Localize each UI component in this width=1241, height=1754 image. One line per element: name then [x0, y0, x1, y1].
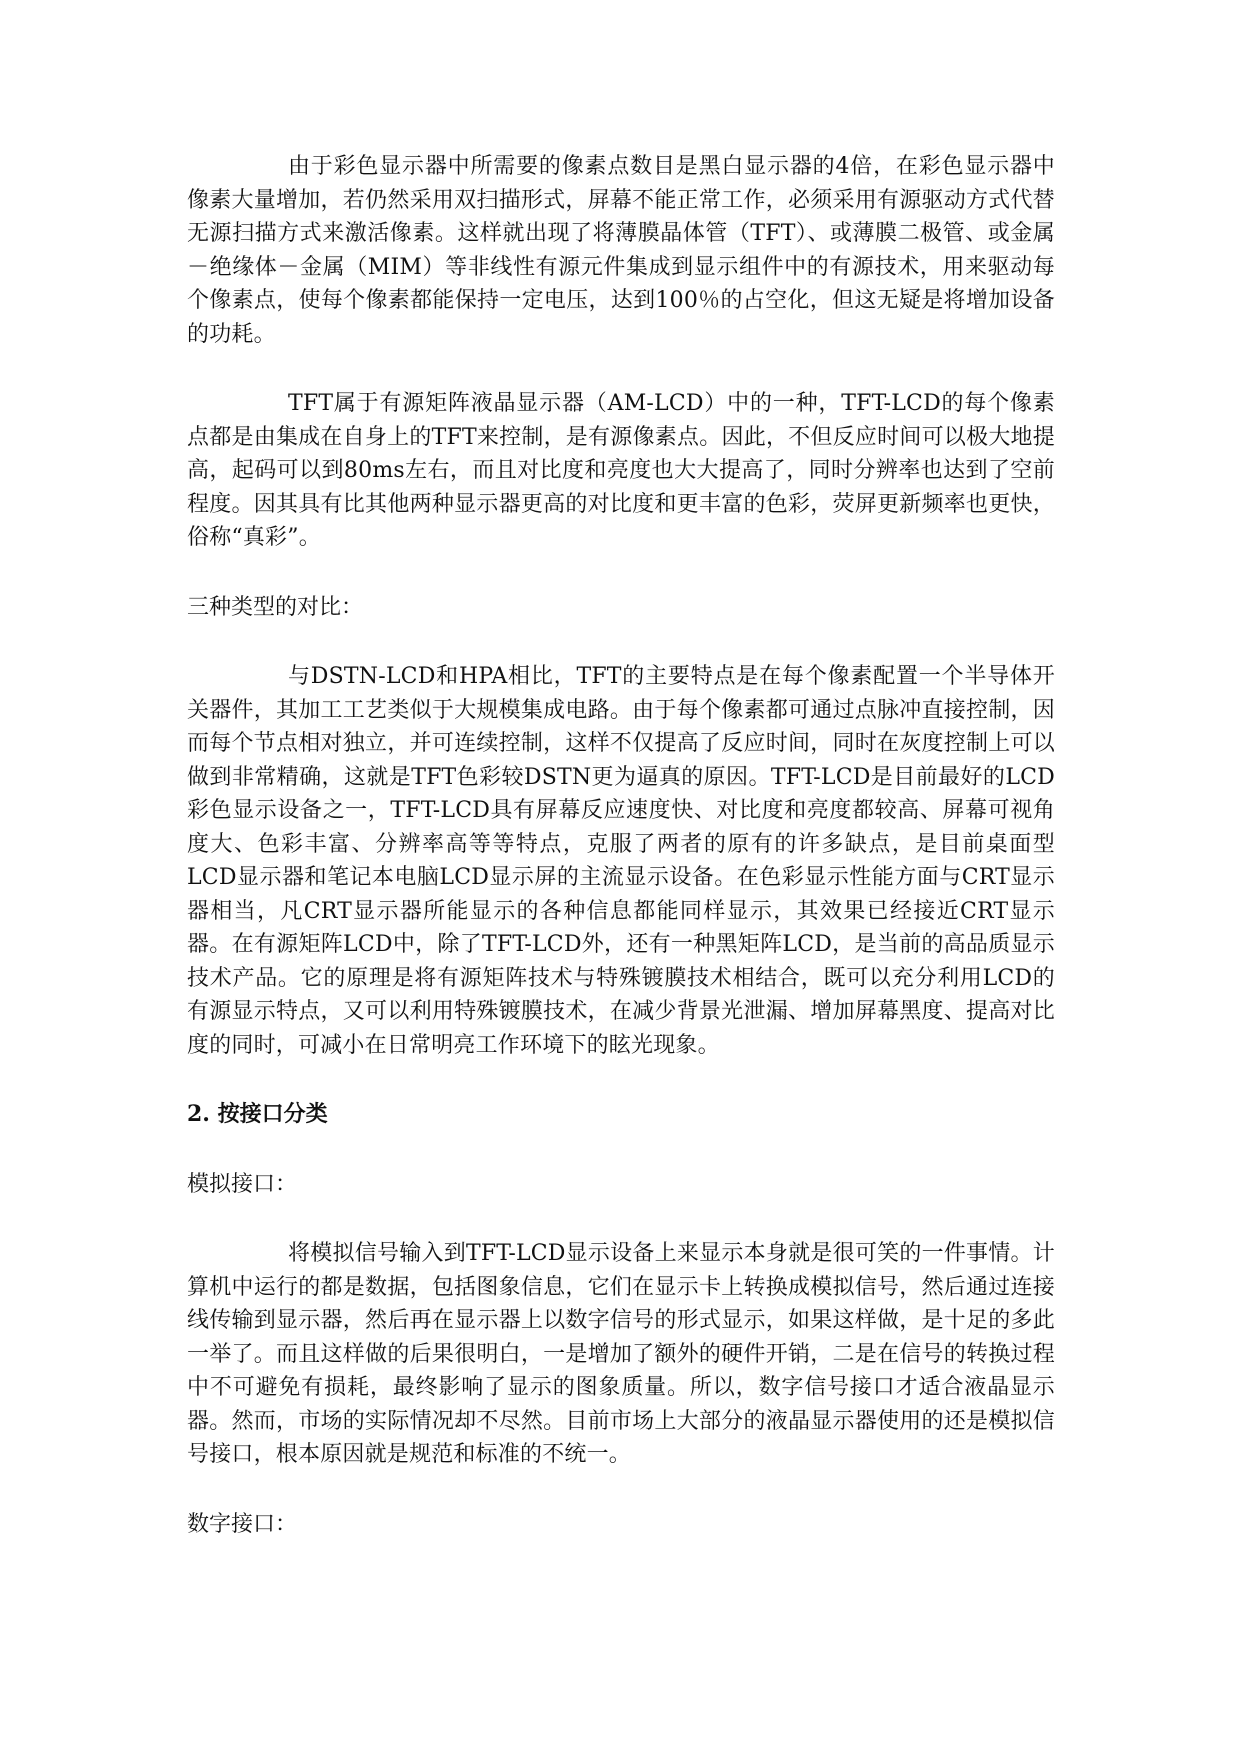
paragraph-tft-features: 与DSTN-LCD和HPA相比，TFT的主要特点是在每个像素配置一个半导体开关器件，其加工工艺类似于大规模集成电路。由于每个像素都可通过点脉冲直接控制，因而每个节点相对独立，并可连续控制，这样不仅提高了反应时间，同时在灰度控制上可以做到非常精确，这就是TFT色彩较DSTN更为逼真的原因。TFT-LCD是目前最好的LCD彩色显示设备之一，TFT-LCD具有屏幕反应速度快、对比度和亮度都较高、屏幕可视角度大、色彩丰富、分辨率高等等特点，克服了两者的原有的许多缺点，是目前桌面型LCD显示器和笔记本电脑LCD显示屏的主流显示设备。在色彩显示性能方面与CRT显示器相当，凡CRT显示器所能显示的各种信息都能同样显示，其效果已经接近CRT显示器。在有源矩阵LCD中，除了TFT-LCD外，还有一种黑矩阵LCD，是当前的高品质显示技术产品。它的原理是将有源矩阵技术与特殊镀膜技术相结合，既可以充分利用LCD的有源显示特点，又可以利用特殊镀膜技术，在减少背景光泄漏、增加屏幕黑度、提高对比度的同时，可减小在日常明亮工作环境下的眩光现象。: [187, 664, 1055, 1058]
label-analog-interface: 模拟接口：: [187, 1171, 298, 1197]
section-heading-interface: 2. 按接口分类: [187, 1101, 328, 1127]
paragraph-analog-interface: 将模拟信号输入到TFT-LCD显示设备上来显示本身就是很可笑的一件事情。计算机中运行的都是数据，包括图象信息，它们在显示卡上转换成模拟信号，然后通过连接线传输到显示器，然后再在显示器上以数字信号的形式显示，如果这样做，是十足的多此一举了。而且这样做的后果很明白，一是增加了额外的硬件开销，二是在信号的转换过程中不可避免有损耗，最终影响了显示的图象质量。所以，数字信号接口才适合液晶显示器。然而，市场的实际情况却不尽然。目前市场上大部分的液晶显示器使用的还是模拟信号接口，根本原因就是规范和标准的不统一。: [187, 1241, 1055, 1467]
document-page: [187, 150, 1055, 1541]
label-three-types-comparison: 三种类型的对比：: [187, 594, 364, 620]
paragraph-color-pixels: 由于彩色显示器中所需要的像素点数目是黑白显示器的4倍，在彩色显示器中像素大量增加，若仍然采用双扫描形式，屏幕不能正常工作，必须采用有源驱动方式代替无源扫描方式来激活像素。这样就出现了将薄膜晶体管（TFT）、或薄膜二极管、或金属－绝缘体－金属（MIM）等非线性有源元件集成到显示组件中的有源技术，用来驱动每个像素点，使每个像素都能保持一定电压，达到100％的占空化，但这无疑是将增加设备的功耗。: [187, 154, 1055, 347]
paragraph-tft-active-matrix: TFT属于有源矩阵液晶显示器（AM-LCD）中的一种，TFT-LCD的每个像素点都是由集成在自身上的TFT来控制，是有源像素点。因此，不但反应时间可以极大地提高，起码可以到80ms左右，而且对比度和亮度也大大提高了，同时分辨率也达到了空前程度。因其具有比其他两种显示器更高的对比度和更丰富的色彩，荧屏更新频率也更快，俗称“真彩”。: [187, 391, 1055, 550]
label-digital-interface: 数字接口：: [187, 1511, 298, 1537]
